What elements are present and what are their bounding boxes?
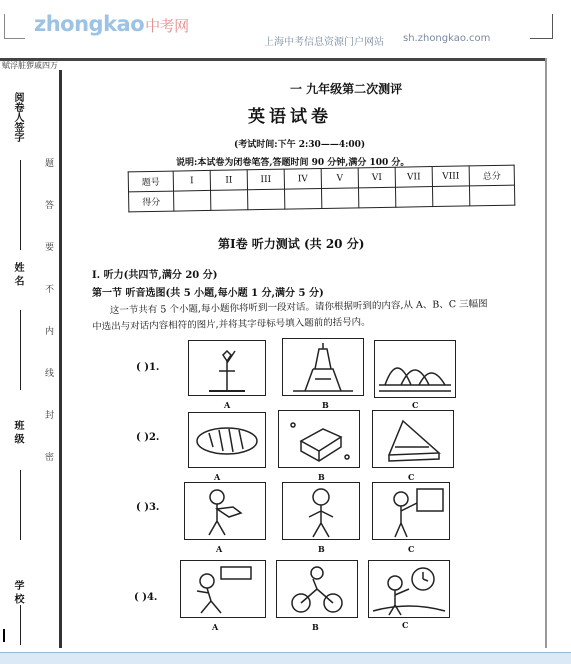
- boy-at-board-image: [372, 482, 450, 540]
- score-cell: [248, 189, 285, 210]
- score-cell: 总分: [469, 165, 514, 186]
- reviewer-line: [20, 160, 21, 250]
- page-top-edge: [0, 58, 545, 61]
- question-number: ( )2.: [136, 432, 160, 443]
- option-a: A: [224, 400, 231, 410]
- boy-running-image: [180, 560, 266, 618]
- score-cell: 得分: [129, 191, 174, 212]
- score-cell: 题号: [128, 171, 173, 192]
- binding-char: 密: [43, 452, 53, 461]
- option-b: B: [318, 544, 325, 554]
- question-number: ( )4.: [134, 592, 158, 603]
- name-line: [20, 310, 21, 390]
- school-line: [20, 605, 21, 645]
- score-cell: II: [210, 170, 247, 191]
- binding-char: 不: [43, 284, 53, 293]
- page-right-edge: [545, 58, 547, 648]
- option-c: C: [412, 400, 419, 410]
- exam-title: 英语试卷: [248, 107, 332, 127]
- crop-mark-left: [4, 14, 25, 39]
- option-b: B: [318, 472, 325, 482]
- score-cell: VII: [395, 167, 432, 188]
- name-label: 姓 名: [12, 262, 23, 286]
- score-cell: [469, 185, 514, 206]
- subsection-heading: 第一节 听音选图(共 5 小题,每小题 1 分,满分 5 分): [92, 288, 324, 299]
- class-label: 班 级: [12, 420, 23, 444]
- binding-char: 内: [43, 326, 53, 335]
- option-a: A: [214, 472, 221, 482]
- score-cell: VIII: [432, 166, 469, 187]
- score-cell: [285, 189, 322, 210]
- sydney-opera-house-image: [374, 340, 456, 398]
- question-number: ( )3.: [136, 502, 160, 513]
- score-cell: VI: [358, 167, 395, 188]
- binding-char: 题: [43, 158, 53, 167]
- boy-with-clock-image: [368, 560, 450, 618]
- cake-box-image: [278, 410, 360, 468]
- option-a: A: [212, 622, 219, 632]
- bread-image: [188, 412, 266, 468]
- boy-reading-image: [184, 482, 266, 540]
- kids-cycling-image: [276, 560, 358, 618]
- zhongkao-logo[interactable]: [34, 12, 189, 36]
- crop-mark-right: [530, 14, 553, 39]
- eiffel-tower-image: [282, 338, 364, 396]
- option-c: C: [408, 472, 415, 482]
- score-cell: I: [173, 170, 210, 191]
- score-cell: IV: [284, 169, 321, 190]
- score-cell: [358, 187, 395, 208]
- option-b: B: [312, 622, 319, 632]
- part-heading: I. 听力(共四节,满分 20 分): [92, 270, 218, 281]
- score-cell: [432, 186, 469, 207]
- binding-char: 线: [43, 368, 53, 377]
- logo-cn-text: 中考网: [145, 17, 189, 35]
- section-title: 第I卷 听力测试 (共 20 分): [218, 237, 365, 251]
- option-b: B: [322, 400, 329, 410]
- question-number: ( )1.: [136, 362, 160, 373]
- class-line: [20, 470, 21, 540]
- score-cell: [322, 188, 359, 209]
- school-label: 学 校: [12, 580, 23, 604]
- exam-subtitle: 一 九年级第二次测评: [290, 82, 403, 96]
- binding-char: 答: [43, 200, 53, 209]
- boy-standing-image: [282, 482, 360, 540]
- text-cursor: [3, 629, 5, 642]
- score-cell: V: [321, 168, 358, 189]
- score-cell: [395, 187, 432, 208]
- sandwich-image: [372, 410, 454, 468]
- instruction-text: 这一节共有 5 个小题,每小题你将听到一段对话。请你根据听到的内容,从 A、B、C 三幅图中选出与对话内容相符的图片,并将其字母标号填入题前的括号内。: [92, 298, 488, 333]
- score-cell: [211, 190, 248, 211]
- exam-note: 说明:本试卷为闭卷笔答,答题时间 90 分钟,满分 100 分。: [176, 158, 410, 168]
- score-cell: [174, 190, 211, 211]
- binding-char: 封: [43, 410, 53, 419]
- statue-of-liberty-image: [188, 340, 266, 396]
- option-c: C: [402, 620, 409, 630]
- binding-strip: [59, 70, 62, 648]
- portal-name: 上海中考信息资源门户网站: [264, 37, 384, 48]
- reviewer-label: 阅卷人签字: [12, 92, 23, 142]
- option-a: A: [216, 544, 223, 554]
- score-cell: III: [247, 169, 284, 190]
- site-header: [0, 0, 571, 52]
- binding-char: 要: [43, 242, 53, 251]
- logo-text: zhongkao: [34, 12, 145, 36]
- bottom-status-bar: [0, 652, 571, 664]
- exam-time: (考试时间:下午 2:30——4:00): [234, 140, 366, 150]
- site-url[interactable]: sh.zhongkao.com: [403, 33, 491, 44]
- score-table: [128, 165, 516, 213]
- option-c: C: [408, 544, 415, 554]
- stub-text: 赋浮脏猡戚四万: [2, 61, 58, 70]
